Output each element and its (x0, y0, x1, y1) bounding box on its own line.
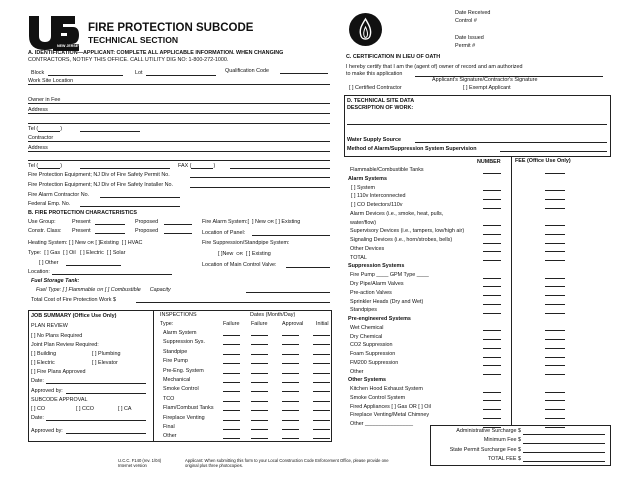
owner-field[interactable] (28, 103, 330, 104)
fee-row-fee-field[interactable] (545, 409, 565, 410)
contractor-address-field-2[interactable] (28, 160, 330, 161)
col-failure-1: Failure (223, 321, 240, 327)
inspection-date-field[interactable] (223, 438, 240, 439)
fee-row-number-field[interactable] (483, 374, 501, 375)
fee-row-label: Pre-action Valves (350, 289, 392, 296)
fee-row-label: [ ] System (351, 184, 375, 191)
fee-row-number-field[interactable] (483, 251, 501, 252)
inspection-row-label: Pre-Eng. System (163, 367, 204, 374)
owner-address-label: Address (28, 107, 48, 113)
fee-row-number-field[interactable] (483, 392, 501, 393)
fee-row-number-field[interactable] (483, 400, 501, 401)
total-row-label: Administrative Surcharge $ (456, 428, 521, 434)
fee-row-number-field[interactable] (483, 409, 501, 410)
main-valve-label: Location of Main Control Valve: (202, 262, 277, 268)
inspection-dates-heading: Dates (Month/Day) (250, 312, 296, 318)
fee-row-label: CO2 Suppression (350, 342, 393, 349)
description-field[interactable] (347, 124, 607, 125)
description-of-work-label: DESCRIPTION OF WORK: (347, 105, 414, 111)
inspection-date-field[interactable] (223, 373, 240, 374)
constr-proposed-field[interactable] (164, 233, 192, 234)
inspection-date-field[interactable] (313, 354, 330, 355)
signature-label: Applicant's Signature/Contractor's Signature (432, 77, 538, 83)
form-title: FIRE PROTECTION SUBCODE (88, 22, 254, 34)
fee-row-label: Suppression Systems (348, 263, 405, 270)
block-field[interactable] (48, 75, 123, 76)
fee-row-number-field[interactable] (483, 286, 501, 287)
installer-no-label: Fire Protection Equipment; NJ Div of Fire Safety Installer No. (28, 182, 174, 188)
inspection-date-field[interactable] (251, 354, 268, 355)
control-no-label: Control # (455, 18, 477, 24)
fee-row-label: Wet Chemical (350, 324, 384, 331)
section-a-heading: A. IDENTIFICATION—APPLICANT: COMPLETE ALL APPLICABLE INFORMATION. WHEN CHANGING (28, 50, 284, 56)
contractor-tel-label: Tel ( ) (28, 163, 62, 169)
fee-row-fee-field[interactable] (545, 243, 565, 244)
exempt-applicant-checkbox[interactable]: [ ] Exempt Applicant (463, 85, 511, 91)
section-c-heading: C. CERTIFICATION IN LIEU OF OATH (346, 54, 441, 60)
footer-note: Applicant: When submitting this form to your Local Construction Code Enforcement Office, please provide one (185, 458, 389, 463)
plumbing-checkbox[interactable]: [ ] Plumbing (92, 351, 121, 357)
use-group-proposed-label: Proposed (135, 219, 159, 225)
use-group-present-field[interactable] (95, 224, 125, 225)
standpipe-new-existing: [ ]New OR [ ] Existing (218, 251, 271, 257)
inspection-date-field[interactable] (223, 354, 240, 355)
inspection-date-field[interactable] (282, 382, 299, 383)
logo-text: NEW JERSEY (57, 44, 81, 48)
no-plans-required[interactable]: [ ] No Plans Required (31, 333, 83, 339)
fee-row-fee-field[interactable] (545, 234, 565, 235)
fee-column-divider (511, 157, 512, 425)
inspection-row-label: Standpipe (163, 348, 188, 355)
inspection-row-label: Final (163, 424, 175, 430)
inspection-date-field[interactable] (282, 410, 299, 411)
subcode-date-label: Date: (31, 415, 44, 421)
inspection-date-field[interactable] (282, 420, 299, 421)
fee-row-label: Other (350, 368, 364, 375)
section-b-heading: B. FIRE PROTECTION CHARACTERISTICS (28, 210, 138, 216)
total-cost-label: Total Cost of Fire Protection Work $ (31, 297, 116, 303)
col-approval: Approval (282, 321, 304, 327)
inspections-heading: INSPECTIONS (160, 312, 197, 318)
inspection-row-label: Fire Pump (163, 358, 188, 365)
plan-approved-by-field[interactable] (66, 393, 146, 394)
constr-present-field[interactable] (95, 233, 125, 234)
owner-label: Owner in Fee (28, 97, 61, 103)
fee-row-number-field[interactable] (483, 295, 501, 296)
heating-location-label: Location: (28, 269, 50, 275)
inspection-date-field[interactable] (313, 401, 330, 402)
fee-row-fee-field[interactable] (545, 208, 565, 209)
fee-row-number-field[interactable] (483, 278, 501, 279)
fee-row-fee-field[interactable] (545, 374, 565, 375)
panel-location-label: Location of Panel: (202, 230, 246, 236)
fee-row-fee-field[interactable] (545, 286, 565, 287)
inspection-row-label: Flam/Combust Tanks (163, 405, 214, 412)
col-initial: Initial (316, 321, 329, 327)
certified-contractor-checkbox[interactable]: [ ] Certified Contractor (349, 85, 402, 91)
fee-row-fee-field[interactable] (545, 278, 565, 279)
fee-row-number-field[interactable] (483, 225, 501, 226)
permit-no-field[interactable] (190, 177, 330, 178)
total-row-label: TOTAL FEE $ (487, 455, 521, 462)
inspection-date-field[interactable] (313, 363, 330, 364)
fee-column-heading: FEE (Office Use Only) (515, 158, 571, 164)
permit-no-field-label: Fire Protection Equipment; NJ Div of Fire Safety Permit No. (28, 172, 170, 178)
inspection-type-label: Type: (160, 321, 174, 327)
fee-row-label: TOTAL (350, 254, 367, 261)
fax-field[interactable] (230, 168, 330, 169)
inspection-date-field[interactable] (313, 373, 330, 374)
fee-row-label: Flammable/Combustible Tanks (350, 167, 424, 173)
fee-row-number-field[interactable] (483, 260, 501, 261)
flame-icon (349, 13, 382, 46)
inspection-date-field[interactable] (251, 363, 268, 364)
fuel-tank-heading: Fuel Storage Tank: (31, 278, 80, 284)
inspection-date-field[interactable] (313, 420, 330, 421)
fire-plans-approved-checkbox[interactable]: [ ] Fire Plans Approved (31, 369, 86, 375)
fee-row-fee-field[interactable] (545, 392, 565, 393)
fee-row-fee-field[interactable] (545, 260, 565, 261)
use-group-proposed-field[interactable] (164, 224, 192, 225)
inspection-date-field[interactable] (223, 335, 240, 336)
inspection-date-field[interactable] (282, 344, 299, 345)
total-cost-field[interactable] (136, 302, 330, 303)
total-row-field[interactable] (523, 452, 605, 453)
fee-row-number-field[interactable] (483, 173, 501, 174)
contractor-field[interactable] (28, 141, 330, 142)
contractor-label: Contractor (28, 135, 54, 141)
section-d-heading: D. TECHNICAL SITE DATA (347, 98, 415, 104)
plan-review-heading: PLAN REVIEW (31, 323, 68, 329)
inspection-date-field[interactable] (223, 382, 240, 383)
fee-row-label: Other Systems (348, 377, 387, 384)
fee-row-label: Dry Pipe/Alarm Valves (350, 280, 404, 287)
total-row-label: State Permit Surcharge Fee $ (449, 446, 521, 453)
job-summary-divider (153, 310, 154, 442)
col-failure-2: Failure (251, 321, 268, 327)
owner-tel-label: Tel ( ) (28, 126, 62, 132)
inspection-date-field[interactable] (251, 438, 268, 439)
inspection-date-field[interactable] (282, 391, 299, 392)
fee-row-number-field[interactable] (483, 304, 501, 305)
inspection-date-field[interactable] (313, 344, 330, 345)
nj-dca-logo (27, 14, 81, 52)
inspection-date-field[interactable] (251, 401, 268, 402)
heating-other-field[interactable] (66, 265, 121, 266)
fee-row-fee-field[interactable] (545, 251, 565, 252)
work-site-field[interactable] (28, 84, 330, 85)
inspection-date-field[interactable] (313, 382, 330, 383)
constr-present-label: Present (72, 228, 91, 234)
total-row-field[interactable] (523, 461, 605, 462)
inspection-date-field[interactable] (251, 391, 268, 392)
fee-row-label: [ ] 110v Interconnected (351, 193, 406, 200)
fee-row-fee-field[interactable] (545, 199, 565, 200)
fee-row-label: Pre-engineered Systems (348, 316, 411, 323)
inspection-row-label: Alarm System (163, 330, 197, 336)
inspection-row-label: TCO (163, 395, 175, 402)
fee-row-number-field[interactable] (483, 418, 501, 419)
inspection-row-label: Mechanical (163, 377, 191, 383)
section-a-heading-2: CONTRACTORS, NOTIFY THIS OFFICE. CALL UTILITY DIG NO: 1-800-272-1000. (28, 57, 229, 63)
fee-row-label: Supervisory Devices (i.e., tampers, low/high air) (350, 228, 465, 235)
building-checkbox[interactable]: [ ] Building (31, 351, 57, 357)
fee-row-label: Dry Chemical (350, 333, 383, 340)
federal-emp-field[interactable] (80, 206, 180, 207)
total-row-field[interactable] (523, 434, 605, 435)
form-id: U.C.C. F140 (rev. 1/04) (118, 458, 162, 463)
fee-row-label: Sprinkler Heads (Dry and Wet) (350, 298, 424, 305)
work-site-label: Work Site Location (28, 78, 74, 84)
form-subtitle: TECHNICAL SECTION (88, 35, 179, 45)
inspection-date-field[interactable] (251, 373, 268, 374)
fee-row-number-field[interactable] (483, 357, 501, 358)
form-id-2: Internet version (118, 463, 147, 468)
fee-row-number-field[interactable] (483, 365, 501, 366)
fee-row-label: Fired Appliances [ ] Gas OR [ ] Oil (350, 403, 431, 410)
inspection-date-field[interactable] (313, 429, 330, 430)
fee-row-fee-field[interactable] (545, 225, 565, 226)
fee-row-label: FM200 Suppression (350, 359, 399, 366)
fee-row-fee-field[interactable] (545, 190, 565, 191)
contractor-address-field[interactable] (28, 151, 330, 152)
inspection-date-field[interactable] (282, 401, 299, 402)
fee-row-label: Fire Pump ____ GPM Type ____ (350, 272, 429, 279)
use-group-label: Use Group: (28, 219, 56, 225)
fee-row-number-field[interactable] (483, 234, 501, 235)
fee-row-label: Alarm Devices (i.e., smoke, heat, pulls, (350, 210, 444, 217)
inspection-row-label: Other (163, 433, 177, 440)
fuel-type-label: Fuel Type: [ ] Flammable OR [ ] Combustible Capacity (36, 287, 171, 293)
subcode-date-field[interactable] (46, 420, 146, 421)
fee-row-number-field[interactable] (483, 208, 501, 209)
inspection-row-label: Fireplace Venting (163, 414, 205, 421)
inspection-date-field[interactable] (282, 363, 299, 364)
method-label: Method of Alarm/Suppression System Supervision (347, 146, 477, 152)
fee-row-fee-field[interactable] (545, 400, 565, 401)
standpipe-label: Fire Suppression/Standpipe System: (202, 240, 290, 246)
total-row-field[interactable] (523, 443, 605, 444)
inspection-date-field[interactable] (223, 344, 240, 345)
fee-row-label: Foam Suppression (350, 351, 396, 358)
elevator-checkbox[interactable]: [ ] Elevator (92, 360, 118, 366)
inspection-date-field[interactable] (251, 420, 268, 421)
fee-row-label: [ ] CO Detectors/110v (351, 202, 403, 209)
fee-row-fee-field[interactable] (545, 339, 565, 340)
capacity-field[interactable] (246, 292, 330, 293)
fee-row-label: Other ________________ (350, 421, 413, 428)
plan-date-label: Date: (31, 378, 44, 384)
fee-row-fee-field[interactable] (545, 348, 565, 349)
total-row-label: Minimum Fee $ (483, 437, 521, 444)
date-issued-label: Date Issued (455, 35, 484, 41)
qualification-code-field[interactable] (280, 73, 328, 74)
fire-alarm-system-label: Fire Alarm System:[ ] New OR [ ] Existing (202, 219, 301, 225)
permit-no-label: Permit # (455, 43, 476, 49)
inspection-date-field[interactable] (313, 391, 330, 392)
co-checkbox[interactable]: [ ] CO (31, 406, 46, 412)
inspection-date-field[interactable] (282, 335, 299, 336)
fee-row-fee-field[interactable] (545, 304, 565, 305)
fee-row-label: Smoke Control System (350, 394, 406, 401)
method-field[interactable] (500, 151, 607, 152)
fee-row-label: water/flow) (350, 219, 377, 226)
subcode-approval-heading: SUBCODE APPROVAL (31, 397, 88, 403)
inspection-date-field[interactable] (223, 401, 240, 402)
inspection-date-field[interactable] (313, 438, 330, 439)
use-group-present-label: Present (72, 219, 91, 225)
subcode-approved-by-label: Approved by: (31, 428, 63, 434)
inspection-date-field[interactable] (223, 363, 240, 364)
joint-review-label: Joint Plan Review Required: (31, 342, 99, 348)
inspection-date-field[interactable] (282, 438, 299, 439)
installer-no-field[interactable] (190, 187, 330, 188)
main-valve-field[interactable] (286, 267, 330, 268)
water-supply-field[interactable] (415, 142, 607, 143)
fee-row-number-field[interactable] (483, 330, 501, 331)
owner-address-field-2[interactable] (28, 123, 330, 124)
contractor-address-label: Address (28, 145, 48, 151)
fee-row-label: Standpipes (350, 307, 377, 314)
fee-row-label: Fireplace Venting/Metal Chimney (350, 412, 430, 419)
inspection-date-field[interactable] (251, 429, 268, 430)
job-summary-heading: JOB SUMMARY (Office Use Only) (31, 313, 117, 319)
certification-text: I hereby certify that I am the (agent of) owner of record and am authorized (346, 64, 523, 70)
heating-system-label: Heating System: [ ] New OR [ ]Existing [ ] HVAC (28, 240, 143, 246)
inspection-date-field[interactable] (251, 335, 268, 336)
inspection-date-field[interactable] (313, 410, 330, 411)
certification-text-2: to make this application (346, 71, 403, 77)
fee-row-fee-field[interactable] (545, 295, 565, 296)
subcode-approved-by-field[interactable] (66, 433, 146, 434)
lot-label: Lot (135, 70, 143, 76)
fax-label: FAX ( ) (178, 163, 216, 169)
date-received-label: Date Received (455, 10, 491, 16)
cco-checkbox[interactable]: [ ] CCO (76, 406, 94, 412)
federal-emp-label: Federal Emp. No. (28, 201, 71, 207)
fee-row-number-field[interactable] (483, 199, 501, 200)
heating-other-label: [ ] Other (39, 260, 59, 266)
fee-row-fee-field[interactable] (545, 330, 565, 331)
heating-type-label: Type: [ ] Gas [ ] Oil [ ] Electric [ ] Solar (28, 250, 126, 256)
constr-class-label: Constr. Class: (28, 228, 62, 234)
inspection-date-field[interactable] (251, 344, 268, 345)
inspection-date-field[interactable] (223, 391, 240, 392)
heating-location-field[interactable] (52, 274, 172, 275)
fee-row-label: Alarm Systems (348, 175, 387, 182)
fee-row-label: Signaling Devices (i.e., horn/strobes, bells) (350, 237, 453, 244)
footer-note-2: original plus three photocopies. (185, 463, 243, 468)
number-column-heading: NUMBER (477, 159, 501, 165)
inspection-date-field[interactable] (223, 420, 240, 421)
inspection-row-label: Smoke Control (163, 386, 199, 393)
panel-location-field[interactable] (252, 235, 330, 236)
qualification-code-label: Qualification Code (225, 68, 270, 74)
fee-row-number-field[interactable] (483, 339, 501, 340)
alarm-contractor-label: Fire Alarm Contractor No. (28, 192, 90, 198)
water-supply-label: Water Supply Source (347, 137, 402, 143)
alarm-contractor-field[interactable] (100, 197, 180, 198)
fee-row-label: Other Devices (350, 245, 385, 252)
inspection-date-field[interactable] (282, 429, 299, 430)
fee-row-fee-field[interactable] (545, 357, 565, 358)
ca-checkbox[interactable]: [ ] CA (118, 406, 132, 412)
fee-row-number-field[interactable] (483, 243, 501, 244)
inspection-date-field[interactable] (282, 354, 299, 355)
inspection-date-field[interactable] (223, 429, 240, 430)
inspection-date-field[interactable] (251, 382, 268, 383)
owner-address-field[interactable] (28, 113, 330, 114)
plan-date-field[interactable] (46, 383, 146, 384)
block-label: Block (31, 70, 45, 76)
plan-approved-by-label: Approved by: (31, 388, 63, 394)
fee-row-number-field[interactable] (483, 190, 501, 191)
fee-row-number-field[interactable] (483, 348, 501, 349)
inspection-date-field[interactable] (251, 410, 268, 411)
fee-row-fee-field[interactable] (545, 173, 565, 174)
fee-row-fee-field[interactable] (545, 418, 565, 419)
inspection-date-field[interactable] (313, 335, 330, 336)
fee-row-fee-field[interactable] (545, 313, 565, 314)
inspection-row-label: Suppression Sys. (163, 339, 205, 346)
fee-row-label: Kitchen Hood Exhaust System (350, 386, 423, 393)
contractor-tel-field[interactable] (80, 168, 170, 169)
constr-proposed-label: Proposed (135, 228, 159, 234)
electric-checkbox[interactable]: [ ] Electric (31, 360, 55, 366)
inspection-date-field[interactable] (223, 410, 240, 411)
fee-row-number-field[interactable] (483, 313, 501, 314)
fee-row-fee-field[interactable] (545, 365, 565, 366)
owner-tel-field[interactable] (80, 131, 140, 132)
lot-field[interactable] (146, 75, 216, 76)
inspection-date-field[interactable] (282, 373, 299, 374)
